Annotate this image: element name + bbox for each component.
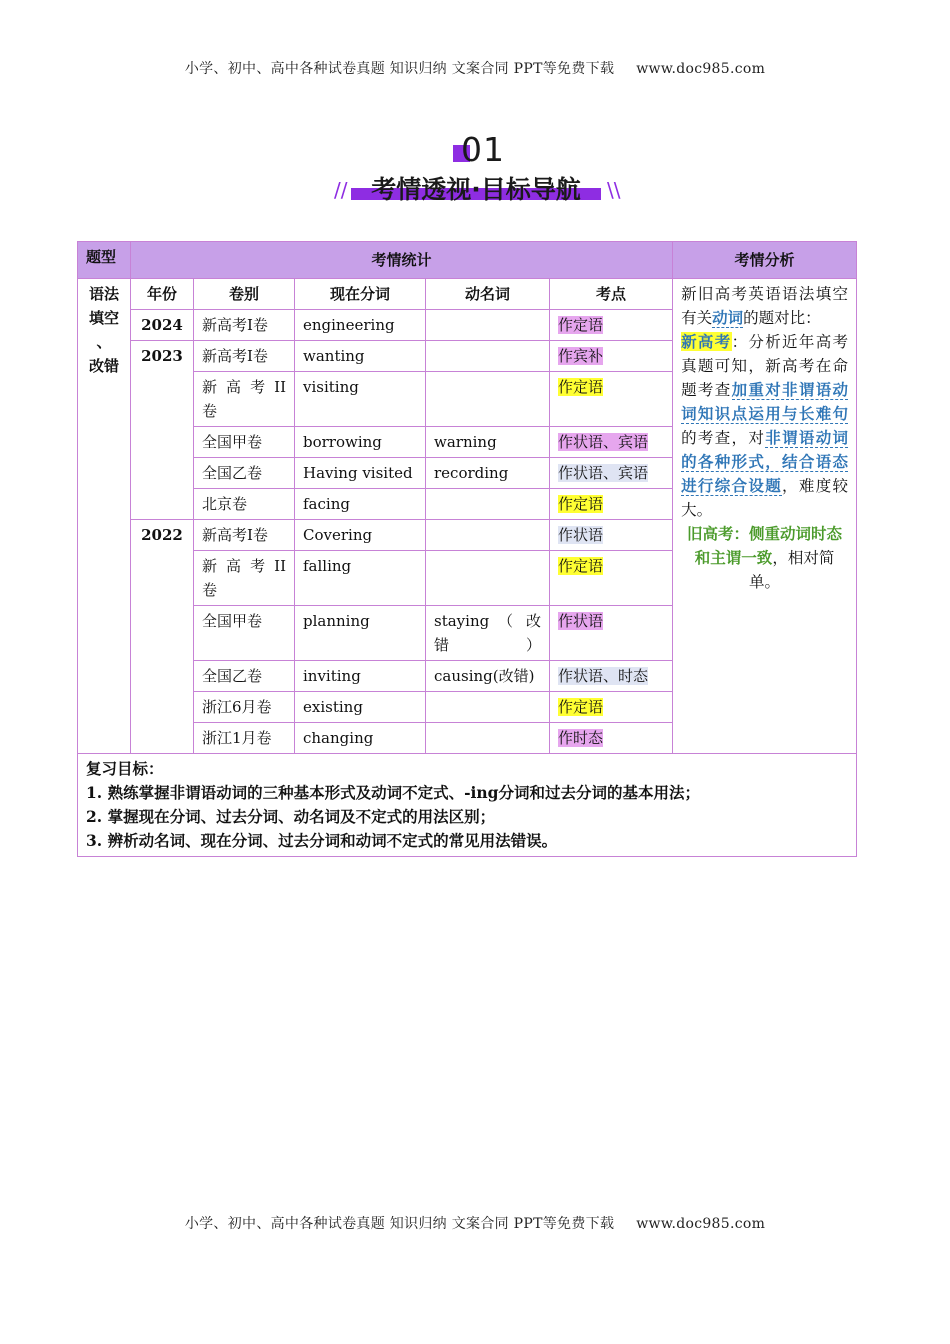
gerund-cell: recording bbox=[426, 458, 550, 489]
participle-cell: existing bbox=[295, 692, 426, 723]
paper-cell: 全国乙卷 bbox=[194, 661, 295, 692]
page-footer bbox=[0, 1213, 950, 1233]
subheader-paper: 卷别 bbox=[194, 279, 295, 310]
participle-cell: falling bbox=[295, 551, 426, 606]
header-stats: 考情统计 bbox=[131, 242, 673, 279]
paper-cell: 新高考Ⅰ卷 bbox=[194, 341, 295, 372]
point-cell: 作时态 bbox=[550, 723, 673, 754]
year-cell: 2023 bbox=[131, 341, 194, 520]
gerund-cell bbox=[426, 723, 550, 754]
section-banner bbox=[0, 126, 950, 206]
point-cell: 作状语、时态 bbox=[550, 661, 673, 692]
footer-site[interactable]: www.doc985.com bbox=[636, 1216, 766, 1232]
participle-cell: engineering bbox=[295, 310, 426, 341]
paper-cell: 全国甲卷 bbox=[194, 606, 295, 661]
banner-slash-right: \\ bbox=[607, 178, 621, 202]
participle-cell: Having visited bbox=[295, 458, 426, 489]
header-type: 题型 bbox=[78, 242, 131, 279]
gerund-cell bbox=[426, 341, 550, 372]
paper-cell: 北京卷 bbox=[194, 489, 295, 520]
subheader-point: 考点 bbox=[550, 279, 673, 310]
paper-cell: 新 高 考 II 卷 bbox=[194, 551, 295, 606]
banner-slash-left: // bbox=[334, 178, 348, 202]
goals-row bbox=[78, 754, 857, 857]
gerund-cell bbox=[426, 551, 550, 606]
participle-cell: changing bbox=[295, 723, 426, 754]
year-cell: 2022 bbox=[131, 520, 194, 754]
point-cell: 作宾补 bbox=[550, 341, 673, 372]
gerund-cell bbox=[426, 489, 550, 520]
participle-cell: borrowing bbox=[295, 427, 426, 458]
old-exam-note: 旧高考：侧重动词时态和主谓一致，相对简单。 bbox=[687, 524, 843, 591]
participle-cell: wanting bbox=[295, 341, 426, 372]
participle-cell: inviting bbox=[295, 661, 426, 692]
point-cell: 作定语 bbox=[550, 310, 673, 341]
goals-title: 复习目标： bbox=[86, 759, 164, 778]
point-cell: 作定语 bbox=[550, 692, 673, 723]
table-subheader-row bbox=[78, 279, 857, 310]
subheader-year: 年份 bbox=[131, 279, 194, 310]
goal-item: 1. 熟练掌握非谓语动词的三种基本形式及动词不定式、-ing分词和过去分词的基本用法； bbox=[86, 783, 701, 802]
paper-cell: 全国甲卷 bbox=[194, 427, 295, 458]
participle-cell: Covering bbox=[295, 520, 426, 551]
page-header bbox=[0, 58, 950, 78]
paper-cell: 新高考I卷 bbox=[194, 520, 295, 551]
point-cell: 作状语、宾语 bbox=[550, 427, 673, 458]
header-text: 小学、初中、高中各种试卷真题 知识归纳 文案合同 PPT等免费下载 bbox=[184, 61, 615, 77]
point-cell: 作定语 bbox=[550, 551, 673, 606]
point-cell: 作状语、宾语 bbox=[550, 458, 673, 489]
point-cell: 作定语 bbox=[550, 489, 673, 520]
goal-item: 3. 辨析动名词、现在分词、过去分词和动词不定式的常见用法错误。 bbox=[86, 831, 558, 850]
footer-text: 小学、初中、高中各种试卷真题 知识归纳 文案合同 PPT等免费下载 bbox=[184, 1216, 615, 1232]
point-cell: 作状语 bbox=[550, 606, 673, 661]
paper-cell: 新高考I卷 bbox=[194, 310, 295, 341]
gerund-cell bbox=[426, 372, 550, 427]
participle-cell: facing bbox=[295, 489, 426, 520]
paper-cell: 浙江6月卷 bbox=[194, 692, 295, 723]
gerund-cell: staying （ 改错） bbox=[426, 606, 550, 661]
goal-item: 2. 掌握现在分词、过去分词、动名词及不定式的用法区别； bbox=[86, 807, 496, 826]
paper-cell: 全国乙卷 bbox=[194, 458, 295, 489]
participle-cell: visiting bbox=[295, 372, 426, 427]
gerund-cell bbox=[426, 520, 550, 551]
banner-number: 01 bbox=[461, 130, 505, 169]
paper-cell: 新 高 考 II 卷 bbox=[194, 372, 295, 427]
subheader-participle: 现在分词 bbox=[295, 279, 426, 310]
banner-title: 考情透视·目标导航 bbox=[371, 175, 581, 204]
analysis-cell: 新旧高考英语语法填空有关动词的题对比： 新高考：分析近年高考真题可知，新高考在命题考查加重对非谓语动词知识点运用与长难句的考查，对非谓语动词的各种形式，结合语态进行综合设题，难度较大。 旧高考：侧重动词时态和主谓一致，相对简单。 bbox=[673, 279, 857, 754]
point-cell: 作定语 bbox=[550, 372, 673, 427]
analysis-keyword-verb: 动词 bbox=[712, 308, 744, 327]
table-header-row bbox=[78, 242, 857, 279]
header-site[interactable]: www.doc985.com bbox=[636, 61, 766, 77]
gerund-cell bbox=[426, 692, 550, 723]
analysis-keyword-1: 加重对非谓语动词知识点运用与长难句 bbox=[681, 380, 849, 423]
paper-cell: 浙江1月卷 bbox=[194, 723, 295, 754]
question-type-cell: 语法 填空 、 改错 bbox=[78, 279, 131, 754]
analysis-keyword-2: 非谓语动词的各种形式，结合语态进行综合设题 bbox=[681, 428, 849, 495]
exam-analysis-table bbox=[77, 241, 857, 857]
subheader-gerund: 动名词 bbox=[426, 279, 550, 310]
participle-cell: planning bbox=[295, 606, 426, 661]
gerund-cell bbox=[426, 310, 550, 341]
new-exam-label: 新高考 bbox=[681, 332, 732, 351]
gerund-cell: causing(改错) bbox=[426, 661, 550, 692]
gerund-cell: warning bbox=[426, 427, 550, 458]
review-goals bbox=[78, 754, 857, 857]
header-analysis: 考情分析 bbox=[673, 242, 857, 279]
point-cell: 作状语 bbox=[550, 520, 673, 551]
year-cell: 2024 bbox=[131, 310, 194, 341]
